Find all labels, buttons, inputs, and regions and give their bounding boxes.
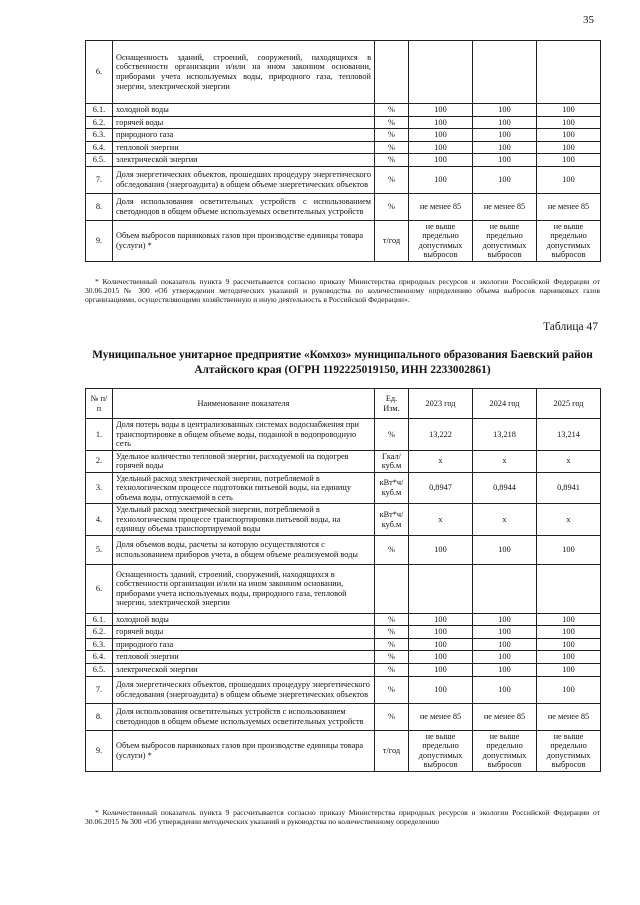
- table-row: [86, 504, 601, 536]
- row-number: 8.: [86, 703, 113, 730]
- unit-cell: %: [375, 676, 409, 703]
- footnote-table-2: * Количественный показатель пункта 9 рассчитывается согласно приказу Министерства природных ресурсов и экологии Российской Федерации от 30.06.2015 № 300 «Об утверждении методических указаний и руководства по количественному определению: [85, 808, 600, 827]
- row-number: 6.2.: [86, 626, 113, 639]
- table-row: [86, 472, 601, 504]
- value-year-3: x: [537, 450, 601, 472]
- unit-cell: %: [375, 104, 409, 117]
- indicator-name: электрической энергии: [113, 663, 375, 676]
- value-year-3: 13,214: [537, 419, 601, 451]
- value-year-1: x: [409, 450, 473, 472]
- row-number: 7.: [86, 166, 113, 193]
- table-row: [86, 129, 601, 142]
- table-row: [86, 613, 601, 626]
- value-year-2: 100: [473, 116, 537, 129]
- value-year-1: 100: [409, 663, 473, 676]
- row-number: 9.: [86, 730, 113, 771]
- value-year-3: 100: [537, 626, 601, 639]
- value-year-3: 100: [537, 141, 601, 154]
- table-row: [86, 535, 601, 564]
- row-number: 6.3.: [86, 638, 113, 651]
- value-year-1: 100: [409, 116, 473, 129]
- value-year-3: 100: [537, 104, 601, 117]
- unit-cell: [375, 564, 409, 613]
- value-year-1: не менее 85: [409, 703, 473, 730]
- indicator-name: холодной воды: [113, 613, 375, 626]
- value-year-1: 13,222: [409, 419, 473, 451]
- value-year-3: 100: [537, 638, 601, 651]
- header-unit: Ед. Изм.: [375, 389, 409, 419]
- value-year-1: не менее 85: [409, 193, 473, 220]
- value-year-2: 13,218: [473, 419, 537, 451]
- indicators-table-1: [85, 40, 601, 262]
- value-year-1: 100: [409, 651, 473, 664]
- row-number: 4.: [86, 504, 113, 536]
- table-row: [86, 166, 601, 193]
- value-year-2: 100: [473, 663, 537, 676]
- footnote-table-1: * Количественный показатель пункта 9 рассчитывается согласно приказу Министерства природных ресурсов и экологии Российской Федерации от 30.06.2015 № 300 «Об утверждении методических указаний и руководства по количественному определению объема выбросов парниковых газов организациями, осуществляющими хозяйственную и иную деятельность в Российской Федерации».: [85, 277, 600, 305]
- table-row: [86, 638, 601, 651]
- indicator-name: горячей воды: [113, 116, 375, 129]
- value-year-1: x: [409, 504, 473, 536]
- unit-cell: %: [375, 419, 409, 451]
- value-year-1: 100: [409, 535, 473, 564]
- value-year-2: 0,8944: [473, 472, 537, 504]
- table-row: [86, 116, 601, 129]
- page-number: 35: [583, 14, 594, 26]
- row-number: 3.: [86, 472, 113, 504]
- value-year-3: не менее 85: [537, 193, 601, 220]
- value-year-2: 100: [473, 638, 537, 651]
- unit-cell: %: [375, 193, 409, 220]
- table-row: [86, 104, 601, 117]
- value-year-3: [537, 41, 601, 104]
- indicator-name: тепловой энергии: [113, 651, 375, 664]
- row-number: 7.: [86, 676, 113, 703]
- row-number: 6.4.: [86, 651, 113, 664]
- unit-cell: %: [375, 535, 409, 564]
- indicator-name: Объем выбросов парниковых газов при производстве единицы товара (услуги) *: [113, 730, 375, 771]
- value-year-3: x: [537, 504, 601, 536]
- unit-cell: %: [375, 154, 409, 167]
- value-year-3: 100: [537, 129, 601, 142]
- row-number: 1.: [86, 419, 113, 451]
- indicator-name: холодной воды: [113, 104, 375, 117]
- value-year-1: 100: [409, 129, 473, 142]
- value-year-3: не менее 85: [537, 703, 601, 730]
- value-year-3: 100: [537, 116, 601, 129]
- row-number: 9.: [86, 220, 113, 261]
- unit-cell: %: [375, 626, 409, 639]
- row-number: 6.2.: [86, 116, 113, 129]
- table-row: [86, 141, 601, 154]
- value-year-2: не выше предельно допустимых выбросов: [473, 220, 537, 261]
- table-row: [86, 419, 601, 451]
- value-year-3: 100: [537, 154, 601, 167]
- row-number: 8.: [86, 193, 113, 220]
- value-year-2: 100: [473, 676, 537, 703]
- indicator-name: Доля потерь воды в централизованных системах водоснабжения при транспортировке в общем объеме воды, поданной в водопроводную сеть: [113, 419, 375, 451]
- table-caption: Таблица 47: [543, 321, 598, 333]
- row-number: 6.: [86, 564, 113, 613]
- value-year-3: 100: [537, 676, 601, 703]
- indicator-name: Доля энергетических объектов, прошедших процедуру энергетического обследования (энергоаудита) в общем объеме энергетических объектов: [113, 166, 375, 193]
- header-number: № п/п: [86, 389, 113, 419]
- table-row: [86, 193, 601, 220]
- value-year-1: не выше предельно допустимых выбросов: [409, 730, 473, 771]
- indicator-name: Удельный расход электрической энергии, потребляемой в технологическом процессе транспортировки питьевой воды, на единицу объема транспортируемой воды: [113, 504, 375, 536]
- value-year-1: 100: [409, 613, 473, 626]
- value-year-2: [473, 41, 537, 104]
- unit-cell: т/год: [375, 220, 409, 261]
- table-row: [86, 154, 601, 167]
- value-year-3: 100: [537, 535, 601, 564]
- unit-cell: %: [375, 166, 409, 193]
- row-number: 6.1.: [86, 104, 113, 117]
- unit-cell: %: [375, 651, 409, 664]
- unit-cell: %: [375, 116, 409, 129]
- value-year-3: 0,8941: [537, 472, 601, 504]
- indicator-name: Удельный расход электрической энергии, потребляемой в технологическом процессе подготовки питьевой воды, на единицу объема воды, отпускаемой в сеть: [113, 472, 375, 504]
- unit-cell: т/год: [375, 730, 409, 771]
- row-number: 6.: [86, 41, 113, 104]
- indicators-table-2: [85, 388, 601, 772]
- indicator-name: Оснащенность зданий, строений, сооружений, находящихся в собственности организации и/или на ином законном основании, приборами учета используемых воды, природного газа, тепловой энергии, электрической энергии: [113, 41, 375, 104]
- table-row: [86, 626, 601, 639]
- value-year-3: не выше предельно допустимых выбросов: [537, 220, 601, 261]
- indicator-name: Объем выбросов парниковых газов при производстве единицы товара (услуги) *: [113, 220, 375, 261]
- unit-cell: %: [375, 703, 409, 730]
- value-year-2: x: [473, 504, 537, 536]
- indicator-name: Доля использования осветительных устройств с использованием светодиодов в общем объеме используемых осветительных устройств: [113, 703, 375, 730]
- indicator-name: Доля использования осветительных устройств с использованием светодиодов в общем объеме используемых осветительных устройств: [113, 193, 375, 220]
- unit-cell: %: [375, 663, 409, 676]
- row-number: 6.4.: [86, 141, 113, 154]
- header-year-2023: 2023 год: [409, 389, 473, 419]
- indicator-name: тепловой энергии: [113, 141, 375, 154]
- indicator-name: Оснащенность зданий, строений, сооружений, находящихся в собственности организации и/или на ином законном основании, приборами учета используемых воды, природного газа, тепловой энергии, электрической энергии: [113, 564, 375, 613]
- value-year-2: 100: [473, 626, 537, 639]
- value-year-3: 100: [537, 651, 601, 664]
- value-year-2: [473, 564, 537, 613]
- table-row: [86, 676, 601, 703]
- value-year-1: 100: [409, 676, 473, 703]
- value-year-2: 100: [473, 129, 537, 142]
- unit-cell: %: [375, 141, 409, 154]
- table-row: [86, 651, 601, 664]
- table-row: [86, 220, 601, 261]
- table-row: [86, 730, 601, 771]
- unit-cell: %: [375, 638, 409, 651]
- value-year-1: [409, 564, 473, 613]
- unit-cell: %: [375, 613, 409, 626]
- row-number: 6.3.: [86, 129, 113, 142]
- value-year-1: 100: [409, 638, 473, 651]
- unit-cell: кВт*ч/ куб.м: [375, 504, 409, 536]
- value-year-1: [409, 41, 473, 104]
- value-year-1: не выше предельно допустимых выбросов: [409, 220, 473, 261]
- unit-cell: кВт*ч/ куб.м: [375, 472, 409, 504]
- value-year-1: 100: [409, 104, 473, 117]
- indicator-name: электрической энергии: [113, 154, 375, 167]
- indicator-name: природного газа: [113, 638, 375, 651]
- indicator-name: природного газа: [113, 129, 375, 142]
- value-year-3: 100: [537, 166, 601, 193]
- table-row: [86, 41, 601, 104]
- indicator-name: Доля энергетических объектов, прошедших процедуру энергетического обследования (энергоаудита) в общем объеме энергетических объектов: [113, 676, 375, 703]
- table-header-row: [86, 389, 601, 419]
- value-year-3: не выше предельно допустимых выбросов: [537, 730, 601, 771]
- table-row: [86, 663, 601, 676]
- value-year-1: 100: [409, 626, 473, 639]
- header-year-2024: 2024 год: [473, 389, 537, 419]
- indicator-name: Удельное количество тепловой энергии, расходуемой на подогрев горячей воды: [113, 450, 375, 472]
- row-number: 5.: [86, 535, 113, 564]
- value-year-2: не выше предельно допустимых выбросов: [473, 730, 537, 771]
- table-row: [86, 564, 601, 613]
- indicator-name: горячей воды: [113, 626, 375, 639]
- value-year-2: 100: [473, 166, 537, 193]
- value-year-1: 0,8947: [409, 472, 473, 504]
- unit-cell: %: [375, 129, 409, 142]
- value-year-2: x: [473, 450, 537, 472]
- value-year-2: 100: [473, 535, 537, 564]
- unit-cell: Гкал/ куб.м: [375, 450, 409, 472]
- value-year-1: 100: [409, 166, 473, 193]
- value-year-2: 100: [473, 613, 537, 626]
- indicator-name: Доля объемов воды, расчеты за которую осуществляются с использованием приборов учета, в общем объеме реализуемой воды: [113, 535, 375, 564]
- value-year-1: 100: [409, 154, 473, 167]
- value-year-1: 100: [409, 141, 473, 154]
- table-title: Муниципальное унитарное предприятие «Комхоз» муниципального образования Баевский район Алтайского края (ОГРН 1192225019150, ИНН 2233002861): [92, 349, 593, 376]
- table-row: [86, 450, 601, 472]
- header-indicator: Наименование показателя: [113, 389, 375, 419]
- value-year-2: не менее 85: [473, 703, 537, 730]
- value-year-2: не менее 85: [473, 193, 537, 220]
- value-year-2: 100: [473, 141, 537, 154]
- unit-cell: [375, 41, 409, 104]
- value-year-3: 100: [537, 613, 601, 626]
- header-year-2025: 2025 год: [537, 389, 601, 419]
- value-year-2: 100: [473, 651, 537, 664]
- table-row: [86, 703, 601, 730]
- value-year-2: 100: [473, 154, 537, 167]
- row-number: 6.1.: [86, 613, 113, 626]
- value-year-3: [537, 564, 601, 613]
- value-year-3: 100: [537, 663, 601, 676]
- row-number: 2.: [86, 450, 113, 472]
- row-number: 6.5.: [86, 154, 113, 167]
- value-year-2: 100: [473, 104, 537, 117]
- row-number: 6.5.: [86, 663, 113, 676]
